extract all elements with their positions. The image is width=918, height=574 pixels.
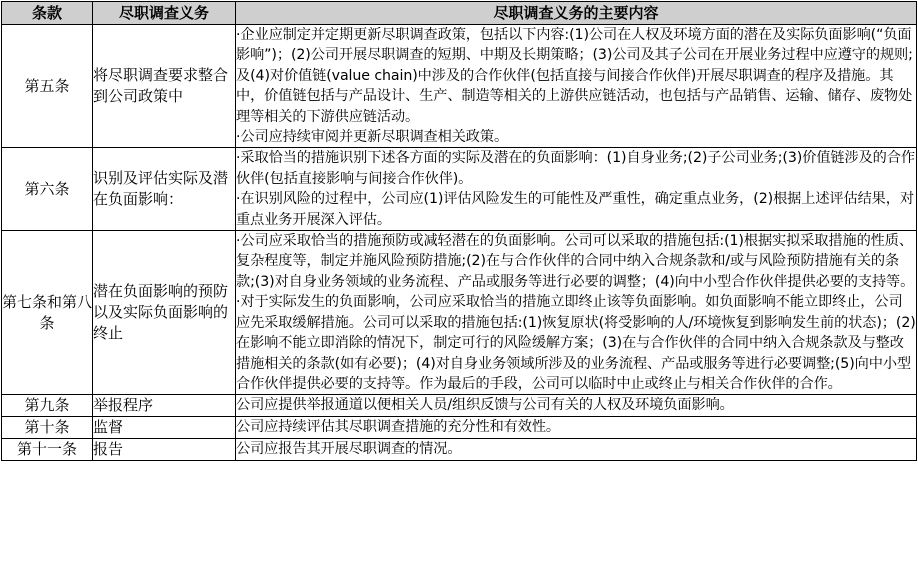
table-body xyxy=(2,25,917,461)
content-paragraph: ·企业应制定并定期更新尽职调查政策，包括以下内容:(1)公司在人权及环境方面的潜在及实际负面影响(“负面影响”)；(2)公司开展尽职调查的短期、中期及长期策略；(3)公司及其子公司在开展业务过程中应遵守的规则;及(4)对价值链(value chain)中涉及的合作伙伴(包括直接与间接合作伙伴)开展尽职调查的程序及措施。其中，价值链包括与产品设计、生产、制造等相关的上游供应链活动，也包括与产品销售、运输、储存、废物处理等相关的下游供应链活动。 xyxy=(236,27,913,125)
header-clause: 条款 xyxy=(2,2,93,25)
clause-cell: 第五条 xyxy=(2,25,93,148)
content-cell xyxy=(236,25,917,148)
content-paragraph: ·在识别风险的过程中，公司应(1)评估风险发生的可能性及严重性，确定重点业务，(2)根据上述评估结果，对重点业务开展深入评估。 xyxy=(236,191,914,228)
content-paragraph: ·公司应持续审阅并更新尽职调查相关政策。 xyxy=(236,129,509,146)
header-row xyxy=(2,2,917,25)
content-paragraph: ·对于实际发生的负面影响，公司应采取恰当的措施立即终止该等负面影响。如负面影响不能立即终止，公司应先采取缓解措施。公司可以采取的措施包括:(1)恢复原状(将受影响的人/环境恢复到影响发生前的状态)；(2)在影响不能立即消除的情况下，制定可行的风险缓解方案；(3)在与合作伙伴的合同中纳入合规条款及与整改措施相关的条款(如有必要)；(4)对自身业务领域所涉及的业务流程、产品或服务等进行必要调整;(5)向中小型合作伙伴提供必要的支持等。作为最后的手段，公司可以临时中止或终止与相关合作伙伴的合作。 xyxy=(236,294,916,392)
table-row xyxy=(2,231,917,395)
content-cell xyxy=(236,395,917,417)
header-content: 尽职调查义务的主要内容 xyxy=(236,2,917,25)
content-cell xyxy=(236,439,917,461)
content-cell xyxy=(236,231,917,395)
table-row xyxy=(2,439,917,461)
duty-cell: 举报程序 xyxy=(93,395,236,417)
content-paragraph: 公司应持续评估其尽职调查措施的充分性和有效性。 xyxy=(236,419,561,436)
due-diligence-table xyxy=(1,1,917,461)
duty-cell: 将尽职调查要求整合到公司政策中 xyxy=(93,25,236,148)
clause-cell: 第九条 xyxy=(2,395,93,417)
clause-cell: 第七条和第八条 xyxy=(2,231,93,395)
duty-cell: 识别及评估实际及潜在负面影响： xyxy=(93,148,236,231)
content-paragraph: ·采取恰当的措施识别下述各方面的实际及潜在的负面影响：(1)自身业务;(2)子公司业务;(3)价值链涉及的合作伙伴(包括直接影响与间接合作伙伴)。 xyxy=(236,150,915,187)
table-row xyxy=(2,395,917,417)
content-cell xyxy=(236,417,917,439)
clause-cell: 第六条 xyxy=(2,148,93,231)
duty-cell: 潜在负面影响的预防以及实际负面影响的终止 xyxy=(93,231,236,395)
table-row xyxy=(2,417,917,439)
content-paragraph: 公司应提供举报通道以便相关人员/组织反馈与公司有关的人权及环境负面影响。 xyxy=(236,397,734,414)
content-cell xyxy=(236,148,917,231)
clause-cell: 第十条 xyxy=(2,417,93,439)
table-header xyxy=(2,2,917,25)
duty-cell: 报告 xyxy=(93,439,236,461)
table-row xyxy=(2,25,917,148)
duty-cell: 监督 xyxy=(93,417,236,439)
header-duty: 尽职调查义务 xyxy=(93,2,236,25)
clause-cell: 第十一条 xyxy=(2,439,93,461)
content-paragraph: ·公司应采取恰当的措施预防或减轻潜在的负面影响。公司可以采取的措施包括:(1)根据实拟采取措施的性质、复杂程度等，制定并施风险预防措施;(2)在与合作伙伴的合同中纳入合规条款和/或与风险预防措施有关的条款;(3)对自身业务领域的业务流程、产品或服务等进行必要的调整；(4)向中小型合作伙伴提供必要的支持等。 xyxy=(236,233,915,290)
table-row xyxy=(2,148,917,231)
content-paragraph: 公司应报告其开展尽职调查的情况。 xyxy=(236,441,462,458)
